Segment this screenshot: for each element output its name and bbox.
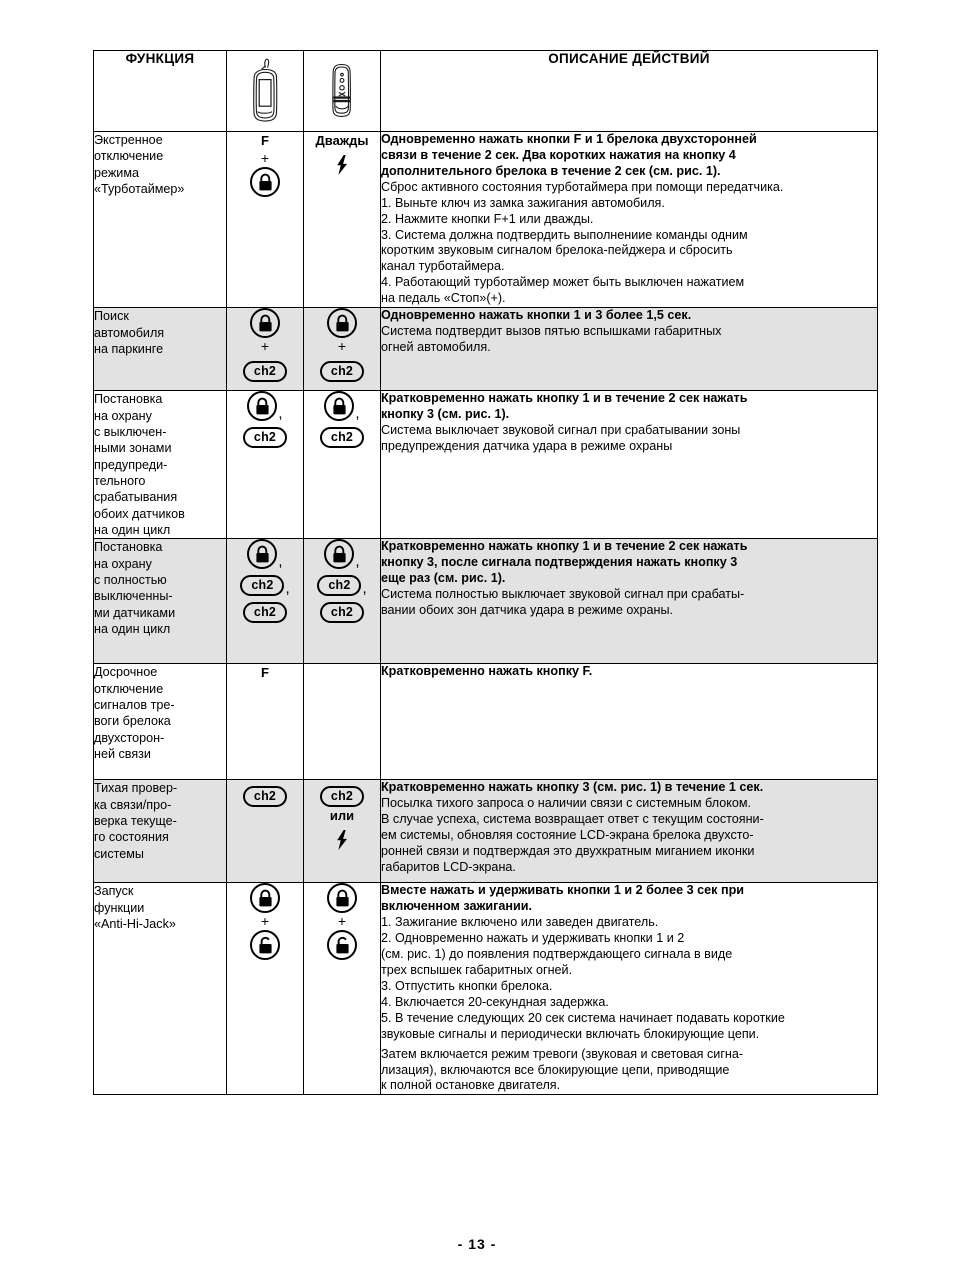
description-plain-block <box>381 587 877 619</box>
ch2-row <box>243 427 287 448</box>
button-with-comma <box>240 575 289 596</box>
button-stack <box>227 391 303 448</box>
function-name-line: на один цикл <box>94 523 171 538</box>
function-name-line: го состояния <box>94 830 169 845</box>
table-header-row <box>94 51 878 132</box>
button-stack <box>227 780 303 807</box>
description-bold-block <box>381 539 877 587</box>
description-cell <box>381 132 878 308</box>
function-name-line: двухсторон- <box>94 730 165 745</box>
function-name-line: Постановка <box>94 540 163 555</box>
description-line: (см. рис. 1) до появления подтверждающего сигнала в виде <box>381 947 733 962</box>
ch2-button-label: ch2 <box>317 575 361 596</box>
header-function-label: ФУНКЦИЯ <box>125 51 195 66</box>
button-with-comma <box>247 391 282 421</box>
comma-separator: , <box>278 405 283 423</box>
lock-button-icon <box>324 391 354 421</box>
function-name-cell <box>94 883 227 1095</box>
description-cell <box>381 664 878 780</box>
additional-remote-buttons-cell <box>304 391 381 539</box>
lock-button-icon <box>327 308 357 338</box>
two-way-remote-buttons-cell <box>227 780 304 883</box>
header-description <box>381 51 878 132</box>
description-bold-block <box>381 664 877 680</box>
function-name-line: Досрочное <box>94 665 158 680</box>
function-name-line: ка связи/про- <box>94 797 172 812</box>
description-line: 5. В течение следующих 20 сек система начинает подавать короткие <box>381 1010 785 1025</box>
description-line: на педаль «Стоп»(+). <box>381 291 506 306</box>
description-line: канал турботаймера. <box>381 259 505 274</box>
description-plain-block <box>381 324 877 356</box>
two-way-remote-buttons-cell <box>227 391 304 539</box>
function-name-line: с выключен- <box>94 424 167 439</box>
description-line: 2. Нажмите кнопки F+1 или дважды. <box>381 211 594 226</box>
ch2-row <box>320 602 364 623</box>
plus-sign: + <box>260 338 270 355</box>
header-additional-remote <box>304 51 381 132</box>
button-with-comma <box>324 391 359 421</box>
function-name-line: на один цикл <box>94 622 171 637</box>
button-stack <box>304 780 380 854</box>
ch2-row <box>320 361 364 382</box>
additional-remote-icon <box>304 51 380 131</box>
table-row <box>94 132 878 308</box>
dvazhdy-label: Дважды <box>315 133 369 148</box>
ch2-row <box>243 602 287 623</box>
function-name-line: предупреди- <box>94 457 168 472</box>
description-line: предупреждения датчика удара в режиме охраны <box>381 438 673 453</box>
button-with-comma <box>317 575 366 596</box>
table-row <box>94 780 878 883</box>
key-label-f: F <box>261 665 269 681</box>
plus-sign: + <box>337 338 347 355</box>
lock-button-icon <box>247 391 277 421</box>
ch2-button-label: ch2 <box>240 575 284 596</box>
comma-separator: , <box>355 553 360 571</box>
ch2-button-label: ch2 <box>243 427 287 448</box>
description-line: трех вспышек габаритных огней. <box>381 962 573 977</box>
function-name-line: с полностью <box>94 573 167 588</box>
function-name-line: Тихая провер- <box>94 781 178 796</box>
button-with-comma <box>247 539 282 569</box>
comma-separator: , <box>362 580 367 598</box>
function-name-line: отключение <box>94 681 164 696</box>
button-stack <box>304 391 380 448</box>
description-line: Система выключает звуковой сигнал при срабатывании зоны <box>381 422 741 437</box>
table-body <box>94 132 878 1095</box>
ch2-button-label: ch2 <box>243 786 287 807</box>
function-name-line: воги брелока <box>94 714 171 729</box>
function-name-line: функции <box>94 900 145 915</box>
function-name-line: верка текуще- <box>94 814 177 829</box>
header-description-label: ОПИСАНИЕ ДЕЙСТВИЙ <box>548 51 710 66</box>
button-stack <box>304 132 380 179</box>
description-line: Затем включается режим тревоги (звуковая и световая сигна- <box>381 1046 744 1061</box>
description-plain-block <box>381 915 877 1042</box>
function-name-line: Экстренное <box>94 133 163 147</box>
description-line: кнопку 3 (см. рис. 1). <box>381 407 510 422</box>
comma-separator: , <box>355 405 360 423</box>
plus-sign: + <box>260 913 270 930</box>
description-line: Кратковременно нажать кнопку 1 и в течение 2 сек нажать <box>381 539 748 554</box>
function-name-line: срабатывания <box>94 490 178 505</box>
button-stack <box>227 883 303 960</box>
lock-button-icon <box>324 539 354 569</box>
function-name-line: режима <box>94 165 139 180</box>
table-row <box>94 664 878 780</box>
function-name-line: «Anti-Hi-Jack» <box>94 917 176 932</box>
function-name-cell <box>94 132 227 308</box>
description-cell <box>381 308 878 391</box>
description-bold-block <box>381 132 877 180</box>
function-name-line: автомобиля <box>94 325 165 340</box>
description-line: В случае успеха, система возвращает ответ с текущим состояни- <box>381 812 764 827</box>
function-name-line: ными зонами <box>94 441 172 456</box>
plus-sign: + <box>337 913 347 930</box>
additional-remote-buttons-cell <box>304 883 381 1095</box>
function-description-table <box>93 50 878 1095</box>
function-name-cell <box>94 780 227 883</box>
comma-separator: , <box>278 553 283 571</box>
description-line: 3. Система должна подтвердить выполнениие команды одним <box>381 227 748 242</box>
ili-label: или <box>329 808 355 824</box>
function-name-line: отключение <box>94 149 164 164</box>
description-line: Одновременно нажать кнопки 1 и 3 более 1,5 сек. <box>381 308 692 323</box>
description-line: связи в течение 2 сек. Два коротких нажатия на кнопку 4 <box>381 147 736 162</box>
table-row <box>94 883 878 1095</box>
description-line: 3. Отпустить кнопки брелока. <box>381 978 553 993</box>
two-way-remote-buttons-cell <box>227 308 304 391</box>
lightning-bolt-icon <box>335 830 349 854</box>
table-row <box>94 391 878 539</box>
ch2-row <box>243 786 287 807</box>
plus-sign: + <box>260 150 270 166</box>
ch2-button-label: ch2 <box>320 602 364 623</box>
description-line: Посылка тихого запроса о наличии связи с системным блоком. <box>381 796 752 811</box>
description-line: Сброс активного состояния турботаймера при помощи передатчика. <box>381 179 784 194</box>
description-cell <box>381 780 878 883</box>
description-line: еще раз (см. рис. 1). <box>381 571 506 586</box>
two-way-remote-buttons-cell <box>227 664 304 780</box>
function-name-line: выключенны- <box>94 589 173 604</box>
function-name-line: обоих датчиков <box>94 506 185 521</box>
two-way-remote-buttons-cell <box>227 883 304 1095</box>
function-name-line: тельного <box>94 473 146 488</box>
description-line: Одновременно нажать кнопки F и 1 брелока двухсторонней <box>381 132 757 146</box>
button-stack <box>304 308 380 382</box>
description-line: 4. Включается 20-секундная задержка. <box>381 994 609 1009</box>
two-way-remote-buttons-cell <box>227 132 304 308</box>
ch2-button-label: ch2 <box>243 361 287 382</box>
lock-button-icon <box>250 883 280 913</box>
additional-remote-buttons-cell <box>304 539 381 664</box>
function-name-cell <box>94 391 227 539</box>
description-bold-block <box>381 780 877 796</box>
additional-remote-buttons-cell <box>304 664 381 780</box>
description-plain-block <box>381 796 877 876</box>
description-line: 1. Выньте ключ из замка зажигания автомобиля. <box>381 195 665 210</box>
function-name-line: ней связи <box>94 747 151 762</box>
description-plain-block-2 <box>381 1047 877 1095</box>
button-stack <box>227 308 303 382</box>
unlock-button-icon <box>327 930 357 960</box>
description-line: Система полностью выключает звуковой сигнал при срабаты- <box>381 587 745 602</box>
function-name-line: на паркинге <box>94 341 164 356</box>
function-name-line: на охрану <box>94 556 152 571</box>
table-row <box>94 308 878 391</box>
function-name-line: ми датчиками <box>94 605 176 620</box>
description-plain-block <box>381 423 877 455</box>
function-name-line: системы <box>94 846 144 861</box>
function-name-line: сигналов тре- <box>94 698 175 713</box>
description-line: огней автомобиля. <box>381 339 491 354</box>
function-name-line: Постановка <box>94 392 163 407</box>
page-number: - 13 - <box>457 1236 497 1252</box>
lock-button-icon <box>250 167 280 197</box>
ch2-row <box>320 427 364 448</box>
function-name-cell <box>94 664 227 780</box>
description-bold-block <box>381 308 877 324</box>
button-stack <box>227 539 303 623</box>
function-name-line: Запуск <box>94 884 134 899</box>
description-line: кнопку 3, после сигнала подтверждения нажать кнопку 3 <box>381 555 738 570</box>
button-stack <box>227 132 303 197</box>
description-line: звуковые сигналы и периодически включать блокирующие цепи. <box>381 1026 760 1041</box>
lock-button-icon <box>250 308 280 338</box>
function-name-line: «Турботаймер» <box>94 182 185 197</box>
description-line: включенном зажигании. <box>381 899 532 914</box>
additional-remote-buttons-cell <box>304 780 381 883</box>
ch2-row <box>243 361 287 382</box>
ch2-button-label: ch2 <box>320 427 364 448</box>
button-stack <box>304 539 380 623</box>
function-name-line: на охрану <box>94 408 152 423</box>
lock-button-icon <box>327 883 357 913</box>
description-line: коротким звуковым сигналом брелока-пейджера и сбросить <box>381 243 733 258</box>
description-line: 1. Зажигание включено или заведен двигатель. <box>381 915 659 930</box>
ch2-row <box>320 786 364 807</box>
unlock-button-icon <box>250 930 280 960</box>
comma-separator: , <box>285 580 290 598</box>
description-line: Кратковременно нажать кнопку 1 и в течение 2 сек нажать <box>381 391 748 406</box>
ch2-button-label: ch2 <box>320 361 364 382</box>
ch2-button-label: ch2 <box>320 786 364 807</box>
button-stack <box>304 883 380 960</box>
description-line: 2. Одновременно нажать и удерживать кнопки 1 и 2 <box>381 931 685 946</box>
lightning-bolt-icon <box>335 155 349 179</box>
description-line: ронней связи и подтверждая это двухкратным миганием иконки <box>381 844 755 859</box>
description-line: дополнительного брелока в течение 2 сек (см. рис. 1). <box>381 163 721 178</box>
description-cell <box>381 539 878 664</box>
two-way-lcd-remote-icon <box>227 51 303 131</box>
description-cell <box>381 391 878 539</box>
description-line: Система подтвердит вызов пятью вспышками габаритных <box>381 324 722 339</box>
description-line: Вместе нажать и удерживать кнопки 1 и 2 более 3 сек при <box>381 883 744 898</box>
two-way-remote-buttons-cell <box>227 539 304 664</box>
description-line: вании обоих зон датчика удара в режиме охраны. <box>381 603 674 618</box>
function-name-line: Поиск <box>94 309 129 324</box>
lock-button-icon <box>247 539 277 569</box>
description-bold-block <box>381 883 877 915</box>
table-row <box>94 539 878 664</box>
function-name-cell <box>94 539 227 664</box>
description-cell <box>381 883 878 1095</box>
description-bold-block <box>381 391 877 423</box>
description-line: габаритов LCD-экрана. <box>381 859 516 874</box>
description-line: ем системы, обновляя состояние LCD-экрана брелока двухсто- <box>381 828 754 843</box>
description-line: Кратковременно нажать кнопку 3 (см. рис. 1) в течение 1 сек. <box>381 780 764 795</box>
additional-remote-buttons-cell <box>304 308 381 391</box>
button-with-comma <box>324 539 359 569</box>
description-plain-block <box>381 180 877 307</box>
description-line: лизация), включаются все блокирующие цепи, приводящие <box>381 1062 730 1077</box>
key-label-f: F <box>261 133 269 148</box>
description-line: Кратковременно нажать кнопку F. <box>381 664 593 679</box>
header-function <box>94 51 227 132</box>
function-name-cell <box>94 308 227 391</box>
ch2-button-label: ch2 <box>243 602 287 623</box>
description-line: к полной остановке двигателя. <box>381 1078 561 1093</box>
additional-remote-buttons-cell <box>304 132 381 308</box>
header-two-way-remote <box>227 51 304 132</box>
button-stack <box>227 664 303 682</box>
description-line: 4. Работающий турботаймер может быть выключен нажатием <box>381 275 745 290</box>
